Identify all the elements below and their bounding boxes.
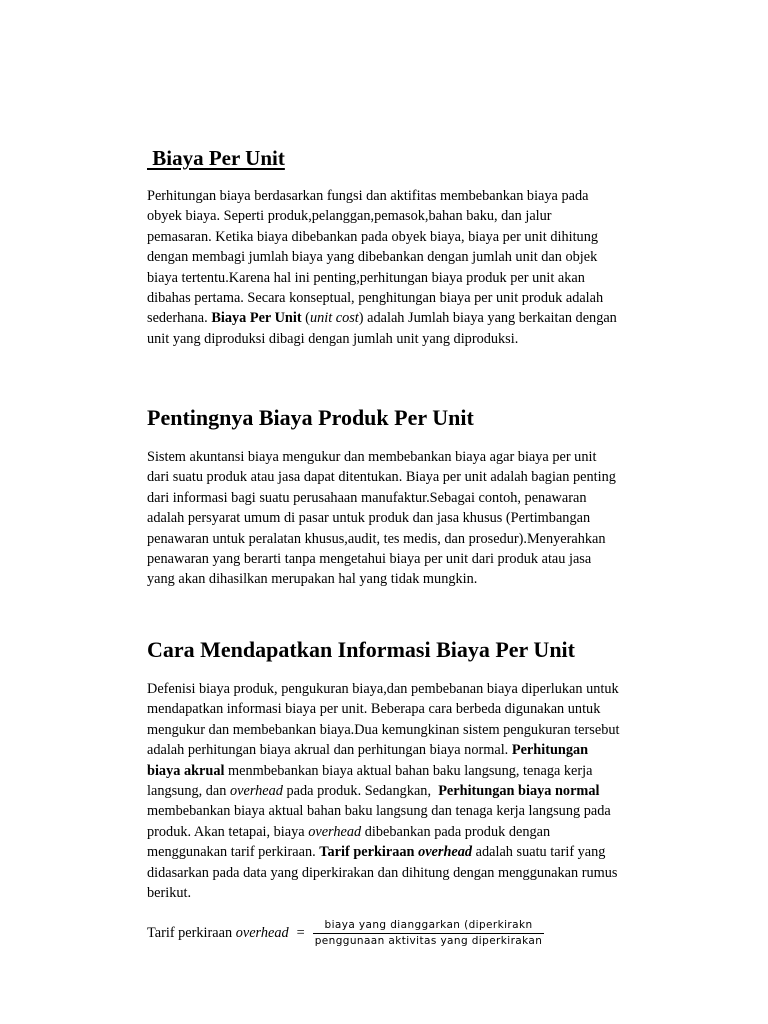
text-line: berikut. [147, 885, 192, 902]
formula-fraction [313, 918, 545, 949]
text-line: dibahas pertama. Secara konseptual, penghitungan biaya per unit produk adalah [147, 290, 604, 307]
bold-term: Tarif perkiraan [319, 844, 419, 861]
text-line [147, 842, 667, 862]
text-run: menggunakan tarif perkiraan. [147, 844, 320, 861]
bold-term: biaya akrual [147, 762, 225, 779]
text-run: sederhana. [147, 310, 212, 327]
paragraph-pentingnya [147, 447, 667, 590]
text-run: dibebankan pada produk dengan [361, 823, 551, 840]
formula-denominator: penggunaan aktivitas yang diperkirakan [314, 935, 543, 947]
text-line: obyek biaya. Seperti produk,pelanggan,pemasok,bahan baku, dan jalur [147, 208, 552, 225]
text-line [147, 761, 667, 781]
text-run: Tarif perkiraan [147, 925, 236, 941]
text-line: Defenisi biaya produk, pengukuran biaya,dan pembebanan biaya diperlukan untuk [147, 681, 619, 697]
bold-term: Biaya Per Unit [211, 310, 302, 327]
text-line: yang akan dihasilkan merupakan hal yang tidak mungkin. [147, 571, 478, 588]
bold-italic-term: overhead [418, 844, 473, 861]
section-title-cara-mendapatkan: Cara Mendapatkan Informasi Biaya Per Unit [147, 637, 575, 662]
text-line: penawaran untuk peralatan khusus,audit, tes medis, dan prosedur).Menyerahkan [147, 530, 606, 547]
text-run: adalah perhitungan biaya akrual dan perhitungan biaya normal. [147, 742, 512, 759]
text-line [147, 308, 667, 328]
text-run: langsung, dan [147, 783, 230, 800]
bold-term: Perhitungan [511, 742, 589, 759]
text-run: adalah suatu tarif yang [472, 844, 606, 861]
text-line: mengukur dan membebankan biaya.Dua kemungkinan sistem pengukuran tersebut [147, 721, 620, 738]
text-line [147, 740, 667, 760]
text-line: unit yang diproduksi dibagi dengan jumlah unit yang diproduksi. [147, 330, 519, 347]
italic-term: overhead [235, 925, 289, 941]
text-line [147, 822, 667, 842]
text-line: dari suatu produk atau jasa dapat ditentukan. Biaya per unit adalah bagian penting [147, 469, 616, 486]
text-line: Perhitungan biaya berdasarkan fungsi dan aktifitas membebankan biaya pada [147, 188, 589, 204]
text-line: biaya tertentu.Karena hal ini penting,perhitungan biaya produk per unit akan [147, 269, 585, 286]
paragraph-biaya-per-unit [147, 186, 667, 349]
overhead-rate-formula [147, 918, 544, 949]
text-line: dari informasi bagi suatu perusahaan manufaktur.Sebagai contoh, penawaran [147, 489, 587, 506]
text-line [147, 781, 667, 801]
text-line: adalah persyarat umum di pasar untuk produk dan jasa khusus (Pertimbangan [147, 510, 591, 527]
text-run: produk. Akan tetapai, biaya [147, 823, 309, 840]
formula-label [147, 925, 289, 942]
text-line: membebankan biaya aktual bahan baku langsung dan tenaga kerja langsung pada [147, 803, 611, 820]
italic-term: overhead [308, 823, 362, 840]
text-run: pada produk. Sedangkan, [282, 783, 439, 800]
text-line: mendapatkan informasi biaya per unit. Beberapa cara berbeda digunakan untuk [147, 701, 601, 718]
italic-term: unit cost [309, 310, 359, 327]
text-line: dengan membagi jumlah biaya yang dibebankan dengan jumlah unit dan objek [147, 249, 598, 266]
text-run: ( [301, 310, 310, 327]
bold-term: Perhitungan biaya normal [438, 783, 600, 800]
text-line: Sistem akuntansi biaya mengukur dan membebankan biaya agar biaya per unit [147, 449, 597, 465]
text-line: penawaran yang berarti tanpa mengetahui biaya per unit dari produk atau jasa [147, 551, 592, 568]
text-run: menmbebankan biaya aktual bahan baku langsung, tenaga kerja [224, 762, 593, 779]
equals-sign: = [296, 925, 305, 941]
text-line: pemasaran. Ketika biaya dibebankan pada obyek biaya, biaya per unit dihitung [147, 228, 598, 245]
section-title-biaya-per-unit: Biaya Per Unit [147, 146, 285, 170]
text-run: ) adalah Jumlah biaya yang berkaitan dengan [358, 310, 617, 327]
text-line: didasarkan pada data yang diperkirakan dan dihitung dengan menggunakan rumus [147, 864, 618, 881]
section-title-pentingnya: Pentingnya Biaya Produk Per Unit [147, 405, 474, 430]
formula-numerator: biaya yang dianggarkan (diperkirakn [324, 919, 533, 931]
italic-term: overhead [230, 783, 283, 800]
paragraph-cara-mendapatkan [147, 679, 667, 903]
